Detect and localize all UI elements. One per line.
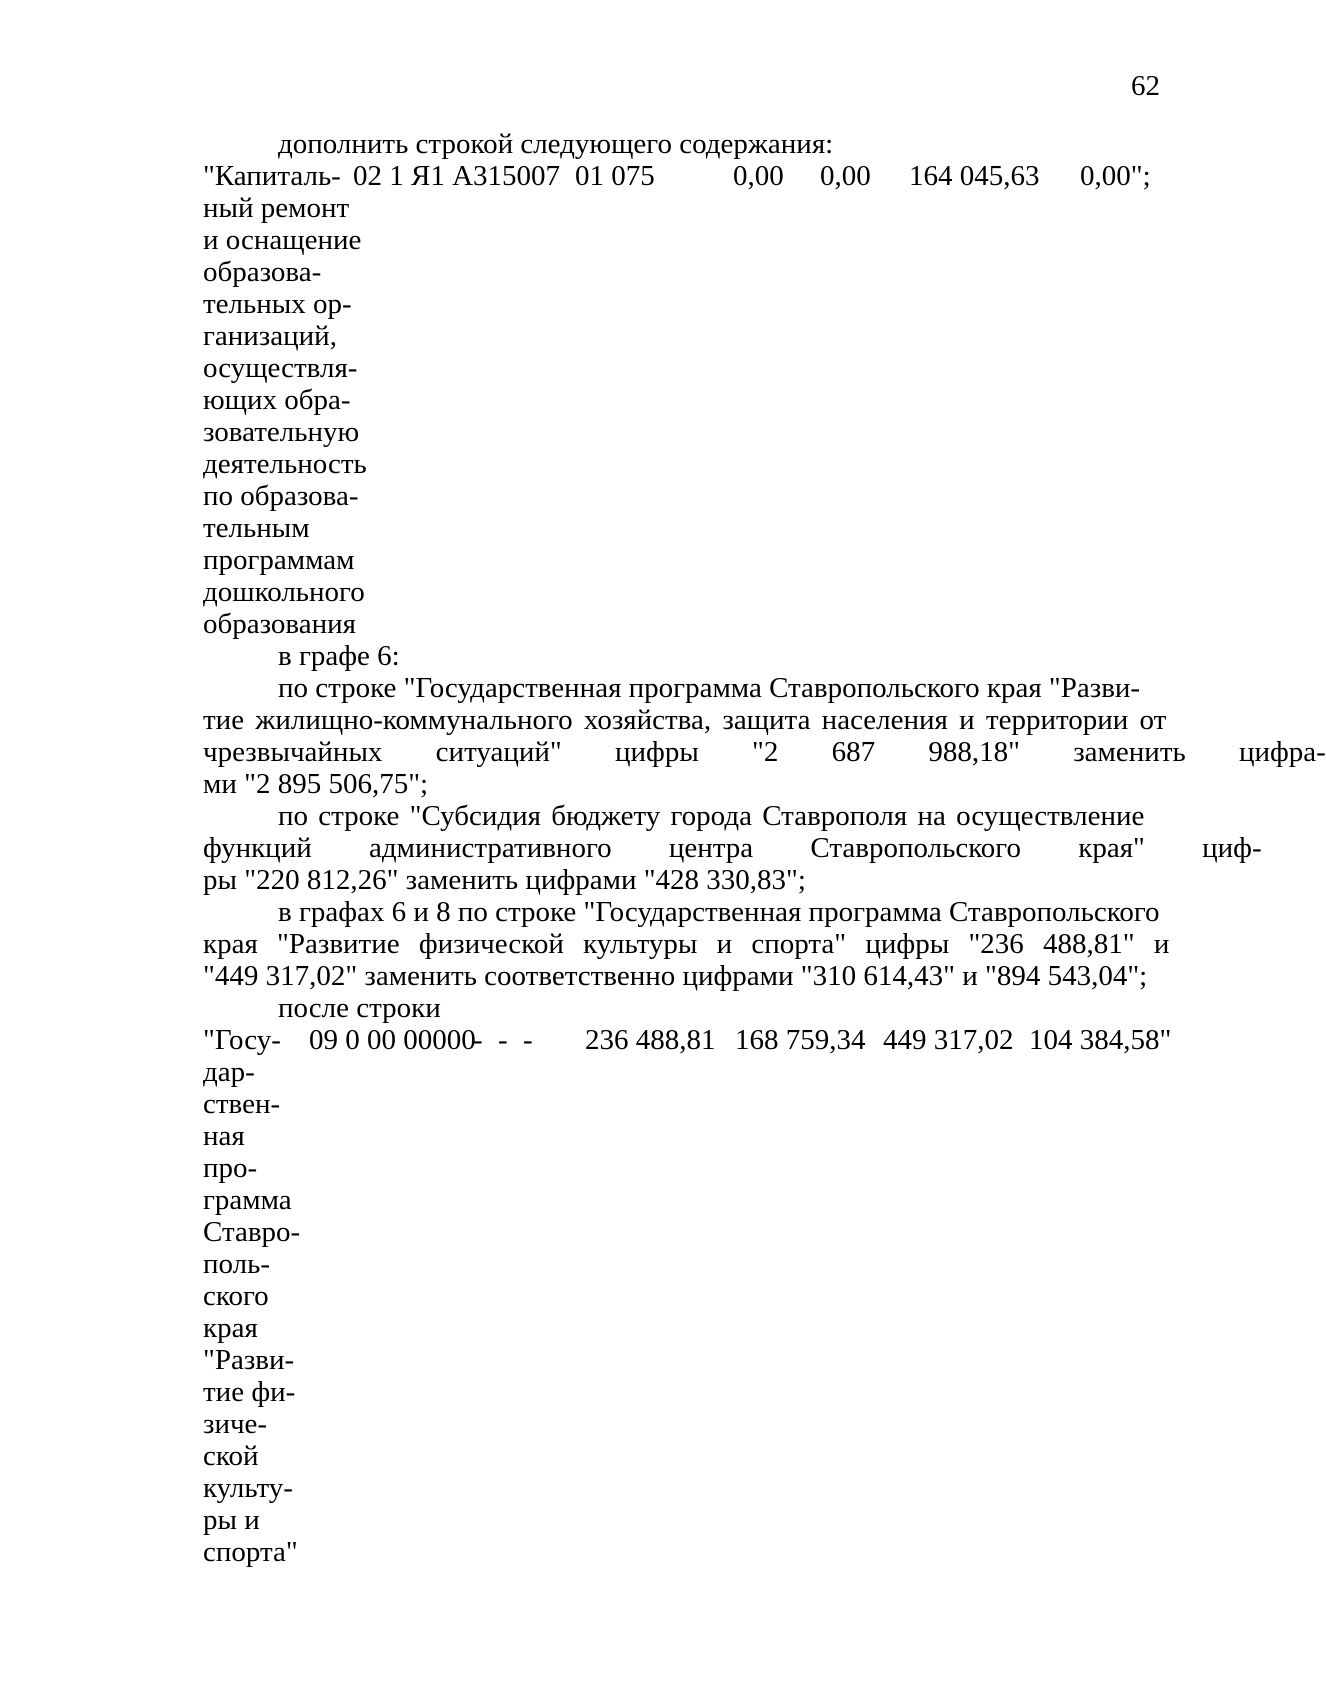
- row-name-line: тие фи-: [203, 1376, 296, 1408]
- row-name-line: тельных ор-: [203, 288, 352, 320]
- table-row-state-program: [203, 1024, 1172, 1056]
- row-name-line: Ставро-: [203, 1216, 301, 1248]
- row-name-line: ющих обра-: [203, 384, 351, 416]
- row-name-line: образова-: [203, 256, 322, 288]
- row-name-line: грамма: [203, 1184, 292, 1216]
- row-name-line: и оснащение: [203, 224, 362, 256]
- p3-line-3: "449 317,02" заменить соответственно цифрами "310 614,43" и "894 543,04";: [203, 960, 1148, 992]
- row-value-4: 0,00";: [1080, 160, 1151, 192]
- row-name-line: ского: [203, 1280, 269, 1312]
- p2-line-3: ры "220 812,26" заменить цифрами "428 330,83";: [203, 864, 806, 896]
- row-name-line: культу-: [203, 1472, 293, 1504]
- row-name-line: про-: [203, 1152, 258, 1184]
- row-name-line: ской: [203, 1440, 259, 1472]
- row-code-2: 01 075: [575, 160, 655, 192]
- intro-line: дополнить строкой следующего содержания:: [278, 128, 834, 160]
- row-name-line: дар-: [203, 1056, 255, 1088]
- row-name-line: ганизаций,: [203, 320, 337, 352]
- row-value-2: 168 759,34: [735, 1024, 866, 1056]
- row-code: 09 0 00 00000: [309, 1024, 476, 1056]
- row-dash-1: -: [473, 1024, 483, 1056]
- row-name-continuation: [203, 192, 373, 640]
- row-name-first: "Госу-: [203, 1024, 281, 1056]
- row-name-line: программам: [203, 544, 355, 576]
- row-dash-3: -: [523, 1024, 533, 1056]
- row-value-1: 236 488,81: [585, 1024, 716, 1056]
- table-row-capital-repair: [203, 160, 1163, 192]
- row-name-line: ная: [203, 1120, 245, 1152]
- row-name-line: деятельность: [203, 448, 367, 480]
- row-code: 02 1 Я1 А315007: [353, 160, 561, 192]
- p1-line-4: ми "2 895 506,75";: [203, 768, 429, 800]
- after-row-heading: после строки: [278, 992, 441, 1024]
- row-value-3: 164 045,63: [909, 160, 1040, 192]
- graph6-heading: в графе 6:: [278, 640, 400, 672]
- row-value-2: 0,00: [820, 160, 871, 192]
- row-name-line: осуществля-: [203, 352, 358, 384]
- row-name-line: дошкольного: [203, 576, 365, 608]
- row-value-4: 104 384,58": [1029, 1024, 1172, 1056]
- p1-line-3: чрезвычайных ситуаций" цифры "2 687 988,18" заменить цифра-: [203, 736, 1326, 768]
- p2-line-2: функций административного центра Ставропольского края" циф-: [203, 832, 1262, 864]
- row-name-continuation: [203, 1056, 373, 1568]
- row-name-line: "Разви-: [203, 1344, 295, 1376]
- row-name-line: ный ремонт: [203, 192, 350, 224]
- row-name-line: ры и: [203, 1504, 260, 1536]
- row-name-line: поль-: [203, 1248, 270, 1280]
- row-value-1: 0,00: [733, 160, 784, 192]
- row-name-line: ствен-: [203, 1088, 281, 1120]
- p3-line-2: края "Развитие физической культуры и спорта" цифры "236 488,81" и: [203, 928, 1170, 960]
- row-value-3: 449 317,02: [883, 1024, 1014, 1056]
- row-name-line: образования: [203, 608, 356, 640]
- row-name-line: по образова-: [203, 480, 359, 512]
- row-name-line: спорта": [203, 1536, 298, 1568]
- row-dash-2: -: [498, 1024, 508, 1056]
- p3-line-1: в графах 6 и 8 по строке "Государственная программа Ставропольского: [278, 896, 1160, 928]
- row-name-line: зиче-: [203, 1408, 268, 1440]
- page-number: 62: [1131, 70, 1160, 102]
- row-name-line: зовательную: [203, 416, 360, 448]
- p1-line-2: тие жилищно-коммунального хозяйства, защита населения и территории от: [203, 704, 1167, 736]
- p1-line-1: по строке "Государственная программа Ставропольского края "Разви-: [278, 672, 1141, 704]
- row-name-first: "Капиталь-: [203, 160, 341, 192]
- row-name-line: тельным: [203, 512, 310, 544]
- row-name-line: края: [203, 1312, 258, 1344]
- p2-line-1: по строке "Субсидия бюджету города Ставрополя на осуществление: [278, 800, 1145, 832]
